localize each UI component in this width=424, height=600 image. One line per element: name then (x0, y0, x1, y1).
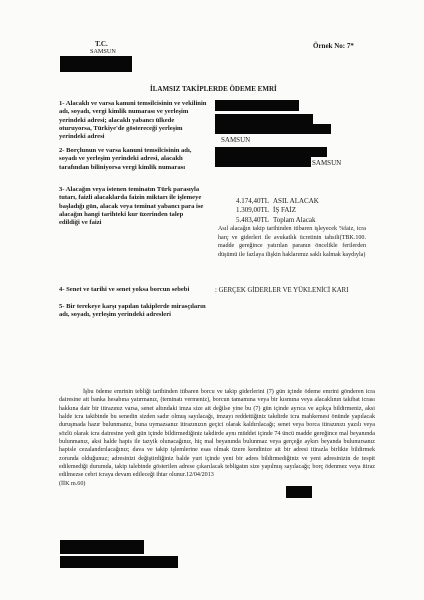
creditor-city: SAMSUN (221, 136, 251, 144)
claim-amount-section-label: 3- Alacağın veya istenen teminatın Türk parasıyla tutarı, faizli alacaklarda faizin miktarı ile işlemeye başladığı gün, alacak veya teminat yabancı para ise alacağın hangi tarihteki kur üzerinden talep edildiği ve faizi (59, 186, 204, 227)
interest-note: Asıl alacağın takip tarihinden itibaren işleyecek %faiz, icra harç ve giderleri ile avukatlık ücretinin tahsili(TBK.100. madde gereğince yatırılan paranın öncelikle ferilerden düşümü ile fazlaya ilişkin haklarımız saklı kalmak kaydıyla) (218, 226, 366, 258)
document-title: İLAMSIZ TAKİPLERDE ÖDEME EMRİ (150, 85, 277, 93)
amounts-list (228, 197, 319, 225)
amount-row-total: 5.483,40TL Toplam Alacak (235, 215, 316, 224)
payment-order-paragraph: İşbu ödeme emrinin tebliği tarihinden itibaren borcu ve takip giderlerini (7) gün içinde ödeme emrini gönderen icra dairesine ait banka hesabına yatırmanız, (teminatı vermeniz), borcun tamamına veya bir kısmına veya alacaklının takibat icrası hakkına dair bir itirazınız varsa, senet altındaki imza size ait değilse yine bu (7) gün içinde ayrıca ve açıkça bildirmeniz, aksi halde icra takibinde bu senedin sizden sadır olmuş sayılacağı, imzayı reddettiğiniz takdirde icra mahkemesi önünde yapılacak duruşmada hazır bulunmanız, buna uymazsanız itirazınızın geçici olarak kaldırılacağı; senet veya borca itirazınızı yazılı veya sözlü olarak icra dairesine yedi gün içinde bildirmediğiniz takdirde aynı müddet içinde 74 üncü madde gereğince mal beyanında bulunmanız, aksi halde hapis ile tazyik olunacağınız, hiç mal beyanında bulunmaz veya gerçeğe aykırı beyanda bulunursanız hapisle cezalandırılacağınız; dava ve takip işlemlerine esas olmak üzere kendinize ait bir adresi itirazla birlikte bildirmek zorunda olduğunuz; adresinizi değiştirdiğiniz halde yurt içinde yeni bir adres bildirmediğiniz ve yeni adresinizin de tespit edilemediği durumda, takip talebinde gösterilen adrese çıkarılacak tebligatın size yapılmış sayılacağı; borç ödenmez veya itiraz edilmezse cebri icraya devam edileceği ihtar olunur.12/04/2013 (59, 389, 375, 479)
redacted-signatory-title (60, 556, 178, 568)
debtor-city: SAMSUN (312, 159, 342, 167)
office-tc: T.C. (95, 40, 108, 48)
legal-reference: (İİK m.60) (59, 480, 86, 487)
payment-order-body (59, 388, 375, 488)
debt-reason-label: 4- Senet ve tarihi ve senet yoksa borcun sebebi (59, 286, 190, 293)
office-city: SAMSUN (90, 48, 116, 55)
redacted-creditor-address (215, 124, 331, 134)
redacted-signatory-name (60, 540, 144, 554)
redacted-stamp (286, 486, 312, 498)
debt-reason-value: : GERÇEK GİDERLER VE YÜKLENİCİ KARI (215, 287, 349, 294)
amount-row-principal: 4.174,40TL ASIL ALACAK (235, 197, 319, 205)
redacted-debtor-name (215, 147, 327, 157)
redacted-debtor-address (215, 157, 311, 167)
amount-row-interest: 1.309,00TL İŞ FAİZ (235, 206, 297, 215)
debtor-section-label: 2- Borçlunun ve varsa kanuni temsilcisinin adı, soyadı ve yerleşim yerindeki adresi, alacaklı tarafından biliniyorsa vergi kimlik numarası (59, 147, 192, 171)
heirs-section-label: 5- Bir terekeye karşı yapılan takiplerde mirasçıların adı, soyadı, yerleşim yerindeki adresleri (59, 303, 206, 319)
example-number: Örnek No: 7* (313, 42, 354, 50)
creditor-section-label: 1- Alacaklı ve varsa kanuni temsilcisinin ve vekilinin adı, soyadı, vergi kimlik numarası ve yerleşim yerindeki adresi; alacaklı yabancı ülkede oturuyorsa, Türkiye'de göstereceği yerleşim yerindeki adresi (59, 100, 207, 141)
redacted-creditor-name (215, 100, 299, 111)
redacted-office-name (60, 56, 132, 72)
